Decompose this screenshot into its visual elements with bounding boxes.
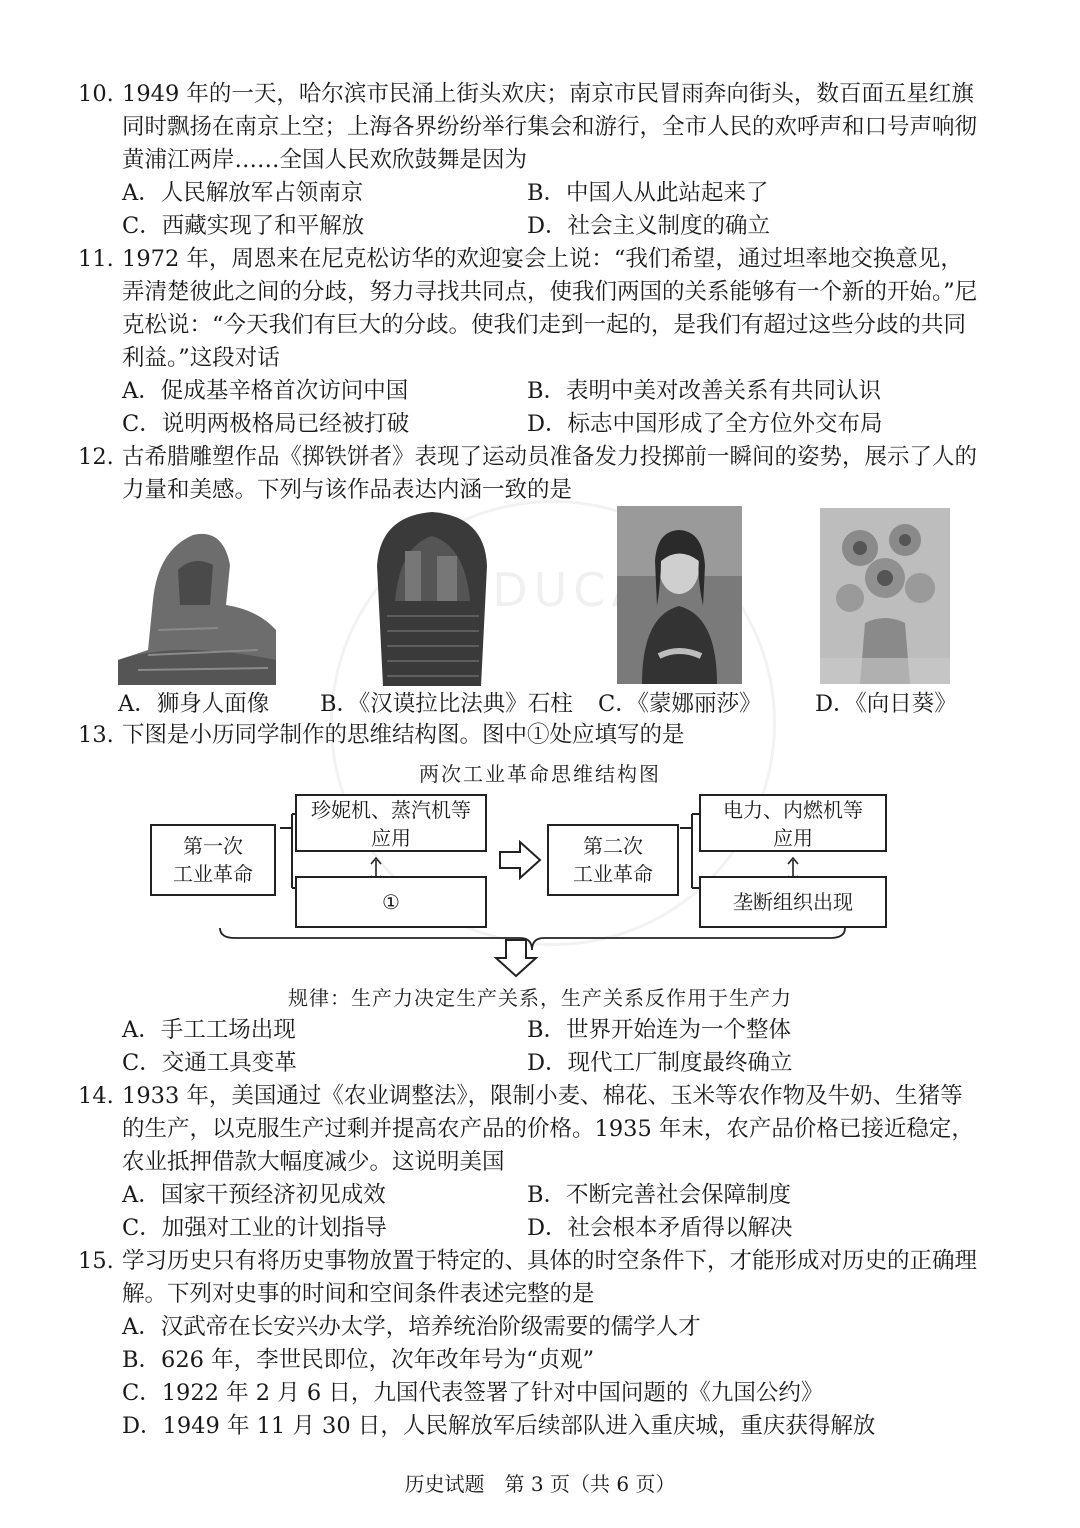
question-stem: 14. 1933 年，美国通过《农业调整法》，限制小麦、棉花、玉米等农作物及牛奶、生猪等的生产，以克服生产过剩并提高农产品的价格。1935 年末，农产品价格已接近稳定，农业抵押借款大幅度减少。这说明美国 — [78, 1080, 978, 1179]
sphinx-image — [118, 510, 278, 685]
question-number: 12. — [78, 444, 114, 470]
options — [122, 1014, 978, 1080]
option-b[interactable]: B．表明中美对改善关系有共同认识 — [527, 378, 882, 404]
option-c[interactable]: C．交通工具变革 — [122, 1050, 297, 1076]
question-number: 10. — [78, 81, 114, 107]
options — [122, 1179, 978, 1245]
monopoly-box: 垄断组织出现 — [699, 876, 887, 928]
option-d[interactable]: D．现代工厂制度最终确立 — [527, 1050, 793, 1076]
option-c[interactable]: C．西藏实现了和平解放 — [122, 213, 365, 239]
question-stem: 12. 古希腊雕塑作品《掷铁饼者》表现了运动员准备发力投掷前一瞬间的姿势，展示了人的力量和美感。下列与该作品表达内涵一致的是 — [78, 441, 978, 507]
option-a[interactable]: A．国家干预经济初见成效 — [122, 1182, 386, 1208]
question-12 — [78, 441, 978, 507]
options — [122, 1311, 978, 1443]
question-13-options — [78, 1014, 978, 1080]
mona-lisa-image — [617, 506, 742, 684]
first-industrial-revolution-box: 第一次 工业革命 — [150, 824, 276, 896]
question-number: 14. — [78, 1083, 114, 1109]
sunflowers-image — [820, 508, 950, 684]
options — [122, 177, 978, 243]
question-stem: 13. 下图是小历同学制作的思维结构图。图中①处应填写的是 — [78, 719, 978, 752]
page-footer: 历史试题 第 3 页（共 6 页） — [404, 1472, 676, 1496]
option-c[interactable]: C．说明两极格局已经被打破 — [122, 411, 410, 437]
option-d[interactable]: D．社会根本矛盾得以解决 — [527, 1215, 793, 1241]
diagram-title: 两次工业革命思维结构图 — [419, 762, 661, 786]
option-a[interactable]: A．手工工场出现 — [122, 1017, 296, 1043]
blank-1-box: ① — [295, 876, 487, 928]
question-10 — [78, 78, 978, 243]
question-stem: 11. 1972 年，周恩来在尼克松访华的欢迎宴会上说：“我们希望，通过坦率地交换意见，弄清楚彼此之间的分歧，努力寻找共同点，使我们两国的关系能够有一个新的开始。”尼克松说：“今天我们有巨大的分歧。使我们走到一起的，是我们有超过这些分歧的共同利益。”这段对话 — [78, 243, 978, 375]
option-c[interactable]: C．加强对工业的计划指导 — [122, 1215, 387, 1241]
option-b[interactable]: B．不断完善社会保障制度 — [527, 1182, 792, 1208]
option-b[interactable]: B．世界开始连为一个整体 — [527, 1017, 792, 1043]
option-c[interactable]: C．1922 年 2 月 6 日，九国代表签署了针对中国问题的《九国公约》 — [122, 1380, 824, 1406]
option-d[interactable]: D．1949 年 11 月 30 日，人民解放军后续部队进入重庆城，重庆获得解放 — [122, 1413, 876, 1439]
question-stem: 15. 学习历史只有将历史事物放置于特定的、具体的时空条件下，才能形成对历史的正确理解。下列对史事的时间和空间条件表述完整的是 — [78, 1245, 978, 1311]
option-a[interactable]: A．人民解放军占领南京 — [122, 180, 364, 206]
first-top-box: 珍妮机、蒸汽机等 应用 — [295, 794, 487, 852]
option-a[interactable]: A．汉武帝在长安兴办太学，培养统治阶级需要的儒学人才 — [122, 1314, 701, 1340]
option-b[interactable]: B．《汉谟拉比法典》石柱 — [320, 691, 573, 717]
question-14 — [78, 1080, 978, 1245]
second-industrial-revolution-box: 第二次 工业革命 — [547, 824, 679, 896]
option-a[interactable]: A．狮身人面像 — [118, 691, 270, 717]
option-d[interactable]: D．社会主义制度的确立 — [527, 213, 771, 239]
option-a[interactable]: A．促成基辛格首次访问中国 — [122, 378, 409, 404]
watermark-text: EDUCA — [457, 563, 649, 617]
question-number: 15. — [78, 1248, 114, 1274]
question-13 — [78, 719, 978, 752]
option-b[interactable]: B．626 年，李世民即位，次年改年号为“贞观” — [122, 1347, 595, 1373]
question-number: 11. — [78, 246, 114, 272]
option-d[interactable]: D．《向日葵》 — [815, 691, 957, 717]
options — [122, 375, 978, 441]
hammurabi-stele-image — [365, 506, 500, 686]
option-d[interactable]: D．标志中国形成了全方位外交布局 — [527, 411, 883, 437]
second-top-box: 电力、内燃机等 应用 — [699, 794, 887, 852]
question-15 — [78, 1245, 978, 1443]
question-number: 13. — [78, 722, 114, 748]
option-b[interactable]: B．中国人从此站起来了 — [527, 180, 769, 206]
diagram-rule: 规律：生产力决定生产关系，生产关系反作用于生产力 — [288, 986, 792, 1010]
option-c[interactable]: C．《蒙娜丽莎》 — [598, 691, 762, 717]
question-stem: 10. 1949 年的一天，哈尔滨市民涌上街头欢庆；南京市民冒雨奔向街头，数百面五星红旗同时飘扬在南京上空；上海各界纷纷举行集会和游行，全市人民的欢呼声和口号声响彻黄浦江两岸……全国人民欢欣鼓舞是因为 — [78, 78, 978, 177]
question-11 — [78, 243, 978, 441]
